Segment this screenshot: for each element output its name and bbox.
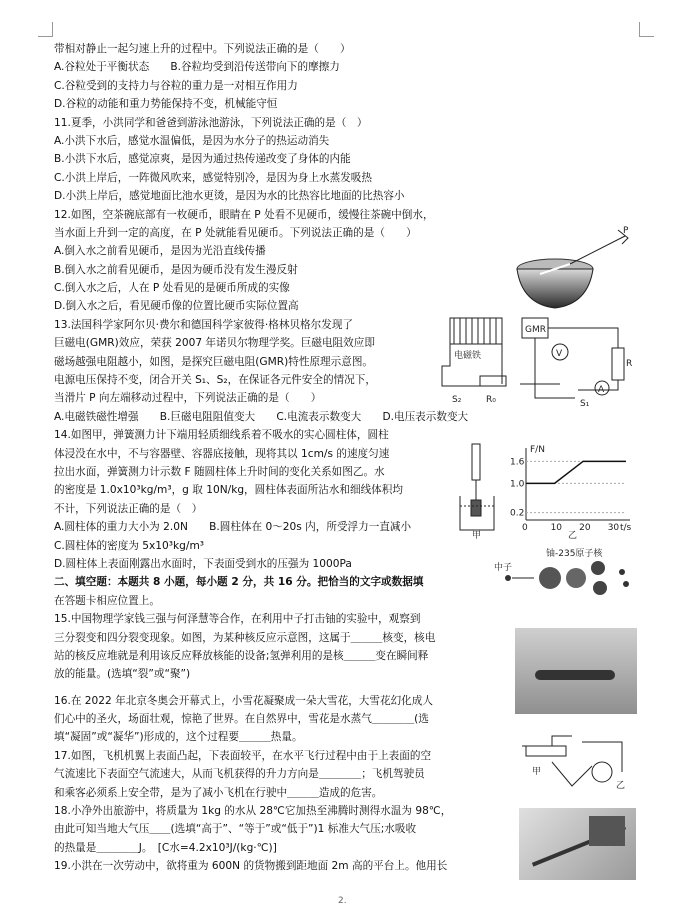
- electromagnet-coil: [450, 318, 502, 344]
- text-line: 体浸没在水中，不与容器壁、容器底接触，现将其以 1cm/s 的速度匀速: [54, 447, 390, 460]
- neutron: [505, 575, 511, 581]
- text-line: 11.夏季，小洪同学和爸爸到游泳池游泳，下列说法正确的是（ ）: [54, 116, 368, 129]
- truck: [589, 816, 625, 846]
- r0-label: R₀: [486, 395, 496, 405]
- text-line: 放的能量。(选填“裂”或“聚”): [54, 668, 191, 681]
- text-line: C.圆柱体的密度为 5x10³kg/m³: [54, 539, 205, 552]
- force-time-graph: [510, 445, 632, 533]
- s2-label: S₂: [452, 395, 462, 405]
- resistor-r: [612, 348, 624, 380]
- text-line: 当滑片 P 向左端移动过程中，下列说法正确的是（ ）: [54, 392, 322, 405]
- platform-a: [526, 746, 566, 756]
- sight-line: [570, 236, 625, 264]
- page-number: 2.: [338, 896, 347, 906]
- ramp-photo: [519, 808, 636, 880]
- text-line: 的热量是＿＿＿＿J。 [C水=4.2x10³J/(kg·℃)]: [54, 841, 277, 854]
- fragment-1: [591, 561, 605, 575]
- text-line: 13.法国科学家阿尔贝·费尔和德国科学家彼得·格林贝格尔发现了: [54, 318, 354, 331]
- crop-mark-top-left: [38, 22, 53, 37]
- text-line: 19.小洪在一次劳动中，欲将重为 600N 的货物搬到距地面 2m 高的平台上。他用长: [54, 860, 448, 873]
- rope-b: [582, 742, 622, 772]
- gmr-label: GMR: [525, 325, 546, 335]
- text-line: A.倒入水之前看见硬币，是因为光沿直线传播: [54, 245, 266, 258]
- released-neutron-2: [623, 581, 629, 587]
- text-line: A.圆柱体的重力大小为 2.0N B.圆柱体在 0～20s 内，所受浮力一直减小: [54, 521, 412, 534]
- bowl-figure: [510, 224, 635, 319]
- s1-label: S₁: [580, 399, 590, 409]
- text-line: 带相对静止一起匀速上升的过程中。下列说法正确的是（ ）: [54, 43, 351, 55]
- y-tick-label: 1.6: [510, 457, 525, 468]
- neutron-label: 中子: [494, 563, 513, 573]
- spring-scale: [472, 444, 480, 480]
- spring-scale-figure: [456, 440, 636, 540]
- text-line: 三分裂变和四分裂变现象。如图，为某种核反应示意图，这属于＿＿＿核变，核电: [54, 631, 436, 644]
- text-line: 由此可知当地大气压＿＿(选填“高于”、“等于”或“低于”)1 标准大气压;水吸收: [54, 823, 417, 836]
- gmr-circuit-figure: [430, 310, 635, 410]
- text-line: D.谷粒的动能和重力势能保持不变，机械能守恒: [54, 98, 278, 111]
- force-series-line: [526, 461, 626, 483]
- text-line: 们心中的圣火，场面壮观，惊艳了世界。在自然界中，雪花是水蒸气＿＿＿＿(选: [54, 713, 429, 726]
- x-axis-label: t/s: [620, 523, 632, 533]
- point-p-label: P: [623, 226, 629, 236]
- airplane-photo: [515, 628, 637, 714]
- resistor-label: R: [626, 359, 633, 369]
- electromagnet-label: 电磁铁: [454, 351, 482, 361]
- caption-jia: 甲: [472, 531, 482, 540]
- airplane-shape: [535, 670, 615, 680]
- cylinder: [471, 500, 481, 516]
- y-axis-label: F/N: [530, 445, 545, 455]
- y-tick-label: 1.0: [510, 479, 525, 490]
- x-tick-label: 0: [522, 523, 528, 533]
- uranium-nucleus: [539, 567, 561, 589]
- text-line: D.小洪上岸后，感觉地面比池水更烫，是因为水的比热容比地面的比热容小: [54, 190, 405, 203]
- coil-windings: [454, 318, 496, 344]
- section-heading: 二、填空题：本题共 8 小题，每小题 2 分，共 16 分。把恰当的文字或数据填: [54, 576, 424, 589]
- incline: [552, 762, 592, 786]
- right-wires: [548, 328, 618, 390]
- text-line: 12.如图，空茶碗底部有一枚硬币，眼睛在 P 处看不见硬币，缓慢往茶碗中倒水，: [54, 208, 434, 221]
- fragment-2: [593, 581, 607, 595]
- bowl-body: [517, 269, 593, 308]
- text-line: 在答题卡相应位置上。: [54, 594, 160, 607]
- x-tick-label: 30: [607, 523, 620, 533]
- wing-figure: [512, 722, 637, 794]
- text-line: 不计，下列说法正确的是（ ）: [54, 502, 203, 515]
- ammeter-label: A: [598, 385, 605, 395]
- label-b: 乙: [616, 781, 626, 791]
- text-line: B.小洪下水后，感觉凉爽，是因为通过热传递改变了身体的内能: [54, 153, 351, 166]
- text-line: A.谷粒处于平衡状态 B.谷粒均受到沿传送带向下的摩擦力: [54, 61, 340, 74]
- text-line: 的密度是 1.0x10³kg/m³，g 取 10N/kg，圆柱体表面所沾水和细线体积均: [54, 484, 403, 497]
- voltmeter-label: V: [556, 349, 563, 359]
- text-line: 气流速比下表面空气流速大，从而飞机获得的升力方向是＿＿＿＿；飞机驾驶员: [54, 768, 425, 781]
- x-tick-label: 20: [579, 523, 591, 533]
- released-neutron-1: [619, 569, 625, 575]
- text-line: 16.在 2022 年北京冬奥会开幕式上，小雪花凝聚成一朵大雪花，大雪花幻化成人: [54, 694, 433, 707]
- fission-figure: [494, 546, 639, 596]
- text-line: 当水面上升到一定的高度，在 P 处就能看见硬币。下列说法正确的是（ ）: [54, 226, 417, 239]
- text-line: 14.如图甲，弹簧测力计下端用轻质细线系着不吸水的实心圆柱体，圆柱: [54, 429, 389, 442]
- text-line: 18.小净外出旅游中，将质量为 1kg 的水从 28℃它加热至沸腾时测得水温为 98℃，: [54, 805, 452, 818]
- label-a: 甲: [532, 767, 542, 777]
- text-line: 巨磁电(GMR)效应，荣获 2007 年诺贝尔物理学奖。巨磁电阻效应即: [54, 337, 375, 350]
- text-line: 和乘客必须系上安全带，是为了减小飞机在行驶中＿＿＿造成的危害。: [54, 786, 383, 799]
- crop-mark-top-right: [639, 22, 654, 37]
- text-line: 17.如图，飞机机翼上表面凸起，下表面较平，在水平飞行过程中由于上表面的空: [54, 749, 432, 762]
- y-tick-label: 0.2: [510, 508, 525, 519]
- excited-nucleus: [566, 568, 586, 588]
- gmr-wire: [535, 338, 575, 398]
- x-tick-label: 10: [550, 523, 563, 533]
- text-line: D.圆柱体上表面刚露出水面时，下表面受到水的压强为 1000Pa: [54, 557, 352, 570]
- text-line: 站的核反应堆就是利用该反应释放核能的设备;氢弹利用的是核＿＿＿变在瞬间释: [54, 649, 429, 662]
- text-line: C.倒入水之后，人在 P 处看见的是硬币所成的实像: [54, 282, 290, 295]
- text-line: 拉出水面，弹簧测力计示数 F 随圆柱体上升时间的变化关系如图乙。水: [54, 465, 385, 478]
- text-line: C.谷粒受到的支持力与谷粒的重力是一对相互作用力: [54, 79, 298, 92]
- text-line: 15.中国物理学家钱三强与何泽慧等合作，在利用中子打击铀的实验中，观察到: [54, 613, 421, 626]
- text-line: A.电磁铁磁性增强 B.巨磁电阻阻值变大 C.电流表示数变大 D.电压表示数变大: [54, 410, 469, 423]
- text-line: D.倒入水之后，看见硬币像的位置比硬币实际位置高: [54, 300, 299, 313]
- text-line: A.小洪下水后，感觉水温偏低，是因为水分子的热运动消失: [54, 134, 330, 147]
- text-line: 电源电压保持不变，闭合开关 S₁、S₂，在保证各元件安全的情况下，: [54, 374, 376, 387]
- caption-yi: 乙: [568, 531, 578, 540]
- text-line: C.小洪上岸后，一阵微风吹来，感觉特别冷，是因为身上水蒸发吸热: [54, 171, 372, 184]
- nucleus-label: 铀-235原子核: [546, 549, 603, 559]
- text-line: 填“凝固”或“凝华”)形成的，这个过程要＿＿＿热量。: [54, 731, 303, 744]
- rope-a: [522, 736, 572, 746]
- question-text: [54, 40, 506, 876]
- text-line: 磁场越强电阻越小，如图，是探究巨磁电阻(GMR)特性原理示意图。: [54, 355, 374, 368]
- pulley: [592, 762, 612, 782]
- text-line: B.倒入水之前看见硬币，是因为硬币没有发生漫反射: [54, 263, 298, 276]
